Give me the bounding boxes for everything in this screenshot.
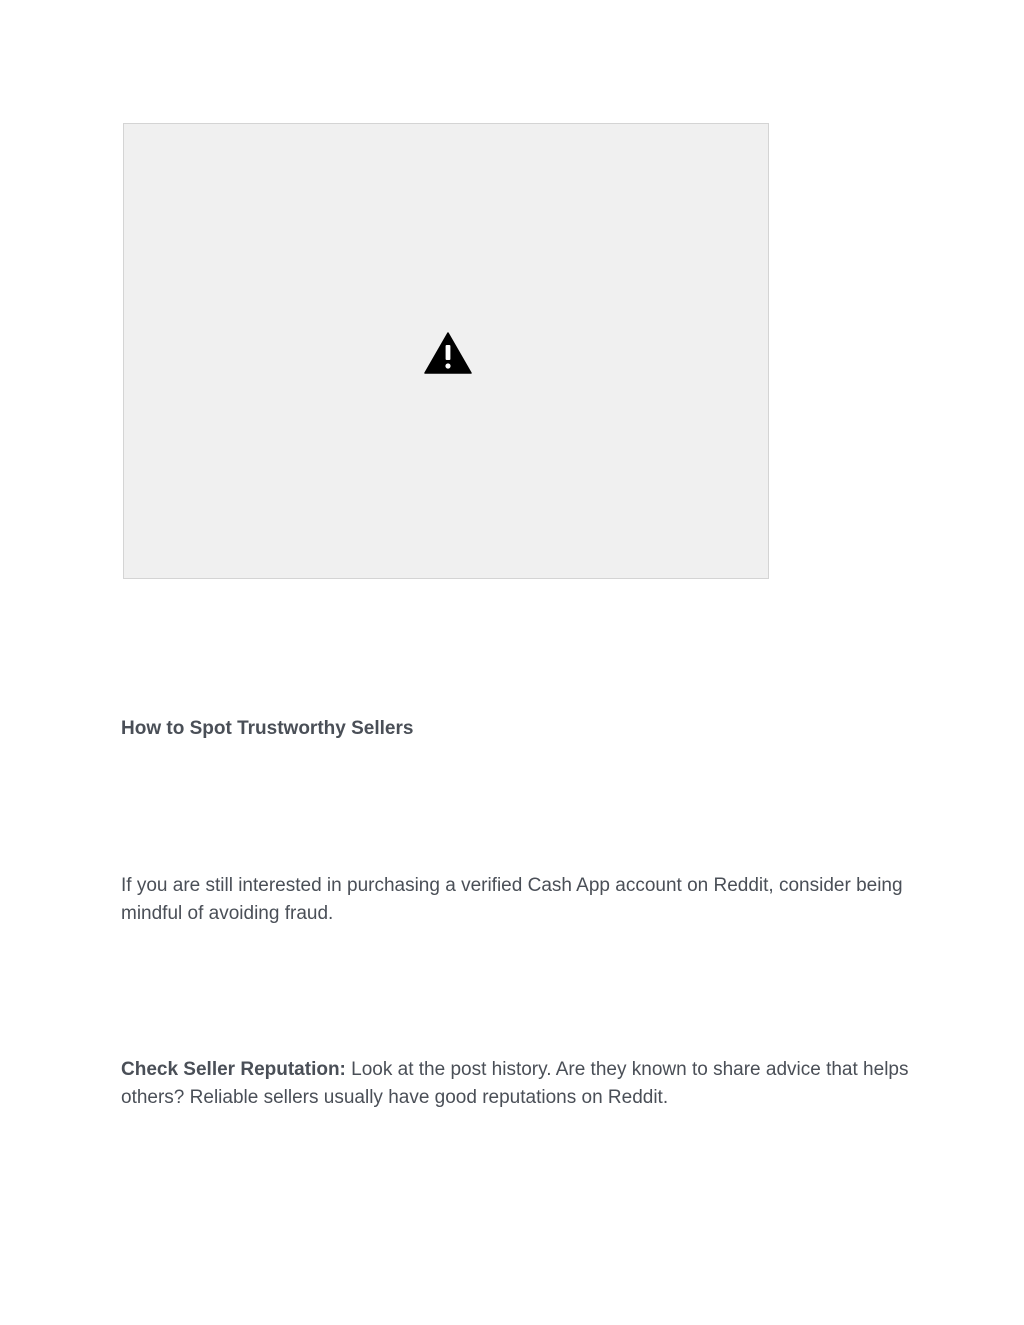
warning-triangle-icon bbox=[424, 332, 472, 374]
tip-lead: Check Seller Reputation: bbox=[121, 1059, 346, 1080]
tip-paragraph bbox=[121, 1056, 911, 1112]
section-heading: How to Spot Trustworthy Sellers bbox=[121, 718, 414, 739]
intro-paragraph: If you are still interested in purchasing a verified Cash App account on Reddit, consider being mindful of avoiding fraud. bbox=[121, 875, 903, 924]
broken-image-placeholder bbox=[123, 123, 769, 579]
tip-text: Look at the post history. Are they known to share advice that helps others? Reliable sellers usually have good reputations on Reddit. bbox=[121, 1059, 909, 1108]
